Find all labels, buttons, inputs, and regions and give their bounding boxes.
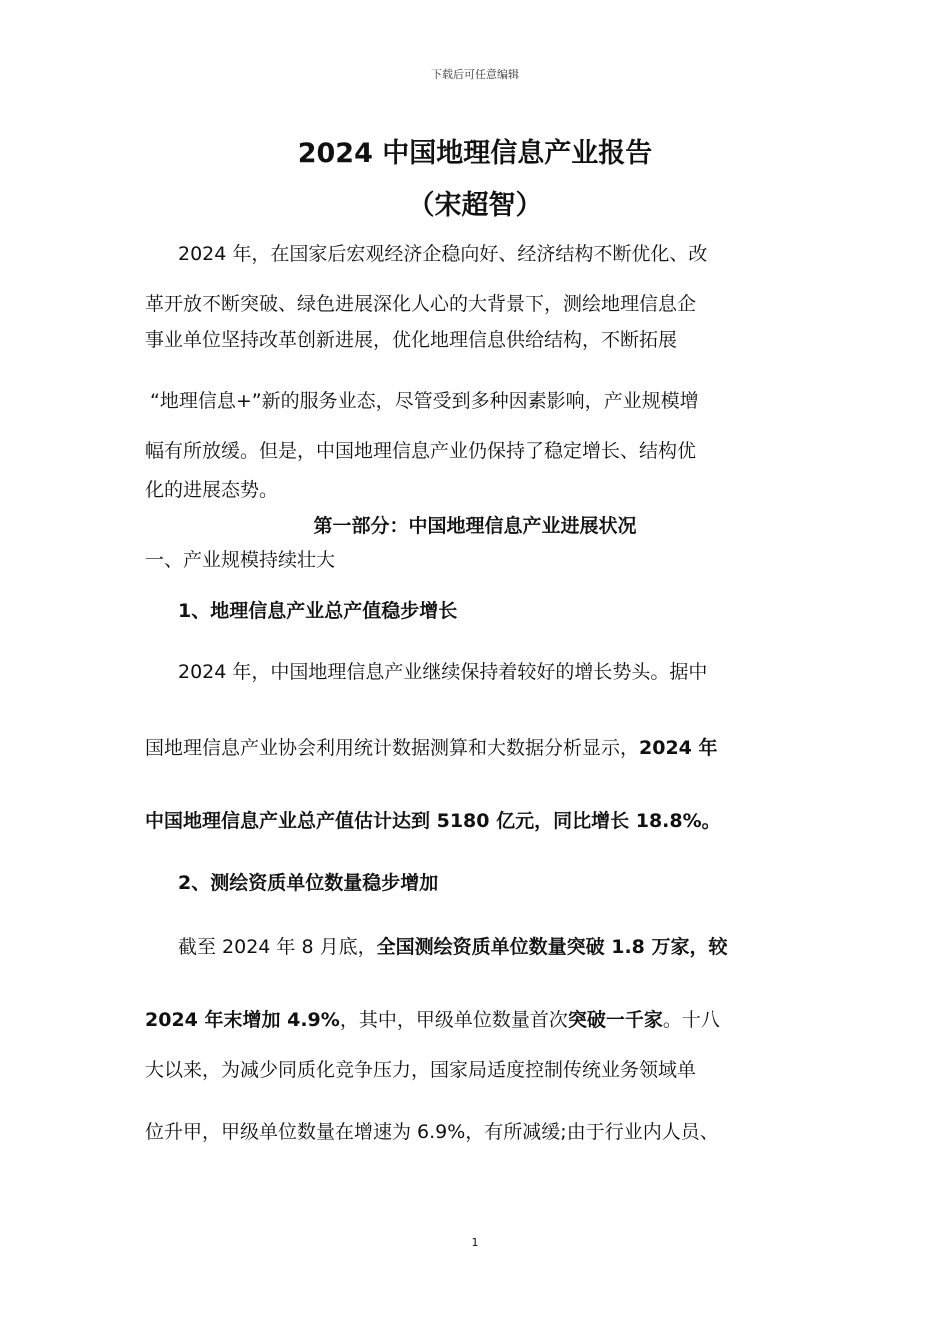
para1-line-2 <box>145 733 718 760</box>
para2-line-2-text-a: ，其中，甲级单位数量首次 <box>339 1009 568 1031</box>
intro-line-1: 2024 年，在国家后宏观经济企稳向好、经济结构不断优化、改 <box>178 243 708 265</box>
intro-line-4: “地理信息+”新的服务业态，尽管受到多种因素影响，产业规模增 <box>150 390 699 412</box>
para2-line-1 <box>178 932 728 959</box>
para1-line-2-text: 国地理信息产业协会利用统计数据测算和大数据分析显示， <box>145 737 640 759</box>
intro-line-6: 化的进展态势。 <box>145 479 279 501</box>
document-author: （宋超智） <box>407 190 543 221</box>
subsection-heading-1: 1、地理信息产业总产值稳步增长 <box>178 600 458 622</box>
document-title: 2024 中国地理信息产业报告 <box>297 138 653 169</box>
intro-line-3: 事业单位坚持改革创新进展，优化地理信息供给结构，不断拓展 <box>145 329 678 351</box>
para2-line-2-bold-a: 2024 年末增加 4.9% <box>145 1009 340 1031</box>
para2-line-2-text-b: 。十八 <box>662 1009 720 1031</box>
intro-line-2: 革开放不断突破、绿色进展深化人心的大背景下，测绘地理信息企 <box>145 293 697 315</box>
para2-line-3: 大以来，为减少同质化竞争压力，国家局适度控制传统业务领域单 <box>145 1059 697 1081</box>
para2-line-2 <box>145 1005 720 1032</box>
para2-line-1-bold: 全国测绘资质单位数量突破 1.8 万家，较 <box>376 936 728 958</box>
para2-line-2-bold-b: 突破一千家 <box>567 1009 663 1031</box>
section-heading: 一、产业规模持续壮大 <box>145 549 336 571</box>
page-header: 下载后可任意编辑 <box>431 68 519 81</box>
page-number: 1 <box>471 1236 479 1249</box>
para2-line-4: 位升甲，甲级单位数量在增速为 6.9%，有所减缓;由于行业内人员、 <box>145 1121 719 1143</box>
subsection-heading-2: 2、测绘资质单位数量稳步增加 <box>178 872 439 894</box>
para1-line-2-bold: 2024 年 <box>639 737 718 759</box>
intro-line-5: 幅有所放缓。但是，中国地理信息产业仍保持了稳定增长、结构优 <box>145 440 697 462</box>
para1-line-1: 2024 年，中国地理信息产业继续保持着较好的增长势头。据中 <box>178 661 708 683</box>
para2-line-1-text: 截至 2024 年 8 月底， <box>178 936 377 958</box>
part-heading: 第一部分：中国地理信息产业进展状况 <box>313 515 637 537</box>
para1-line-3: 中国地理信息产业总产值估计达到 5180 亿元，同比增长 18.8%。 <box>145 810 721 832</box>
